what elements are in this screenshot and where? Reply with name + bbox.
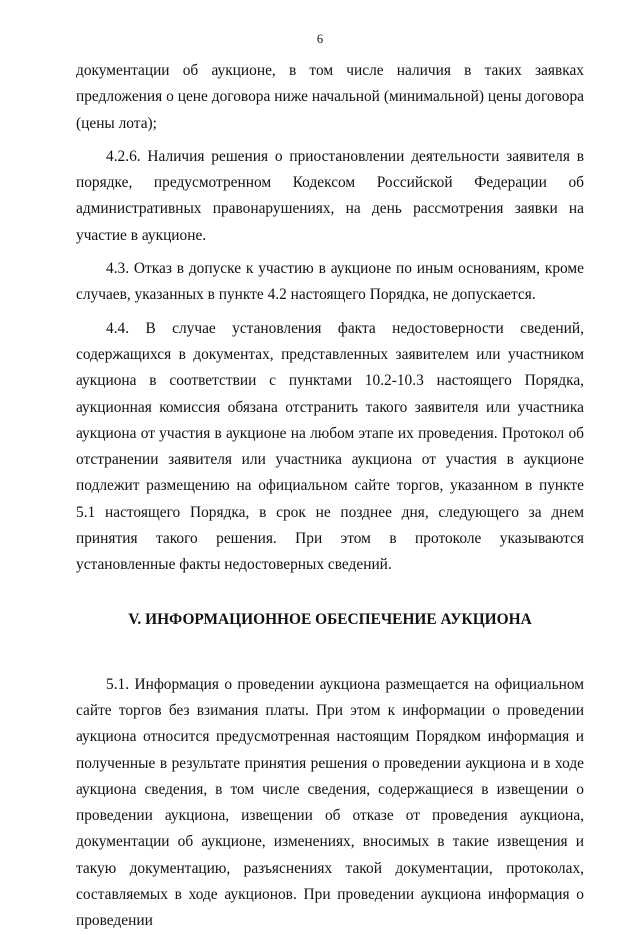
paragraph-4-4: 4.4. В случае установления факта недостоверности сведений, содержащихся в документах, представленных заявителем или участником аукциона в соответствии с пунктами 10.2-10.3 настоящего Порядка, аукционная комиссия обязана отстранить такого заявителя или участника аукциона от участия в аукционе на любом этапе их проведения. Протокол об отстранении заявителя или участника аукциона от участия в аукционе подлежит размещению на официальном сайте торгов, указанном в пункте 5.1 настоящего Порядка, в срок не позднее дня, следующего за днем принятия такого решения. При этом в протоколе указываются установленные факты недостоверных сведений. xyxy=(76,319,584,574)
section-title: V. ИНФОРМАЦИОННОЕ ОБЕСПЕЧЕНИЕ АУКЦИОНА xyxy=(128,610,532,628)
paragraph-4-3: 4.3. Отказ в допуске к участию в аукционе по иным основаниям, кроме случаев, указанных в пункте 4.2 настоящего Порядка, не допускается. xyxy=(76,260,584,304)
page-number: 6 xyxy=(316,32,324,46)
paragraph-4-2-6: 4.2.6. Наличия решения о приостановлении деятельности заявителя в порядке, предусмотренном Кодексом Российской Федерации об административных правонарушениях, на день рассмотрения заявки на участие в аукционе. xyxy=(76,147,584,244)
paragraph-5-1: 5.1. Информация о проведении аукциона размещается на официальном сайте торгов без взимания платы. При этом к информации о проведении аукциона относится предусмотренная настоящим Порядком информация и полученные в результате принятия решения о проведении аукциона и в ходе аукциона сведения, в том числе сведения, содержащиеся в извещении о проведении аукциона, извещении об отказе от проведения аукциона, документации об аукционе, изменениях, вносимых в такие извещения и такую документацию, разъяснениях такой документации, протоколах, составляемых в ходе аукционов. При проведении аукциона информация о проведении xyxy=(76,675,584,930)
paragraph-continuation: документации об аукционе, в том числе наличия в таких заявках предложения о цене договора ниже начальной (минимальной) цены договора (цены лота); xyxy=(76,62,584,132)
page-body xyxy=(76,58,584,935)
